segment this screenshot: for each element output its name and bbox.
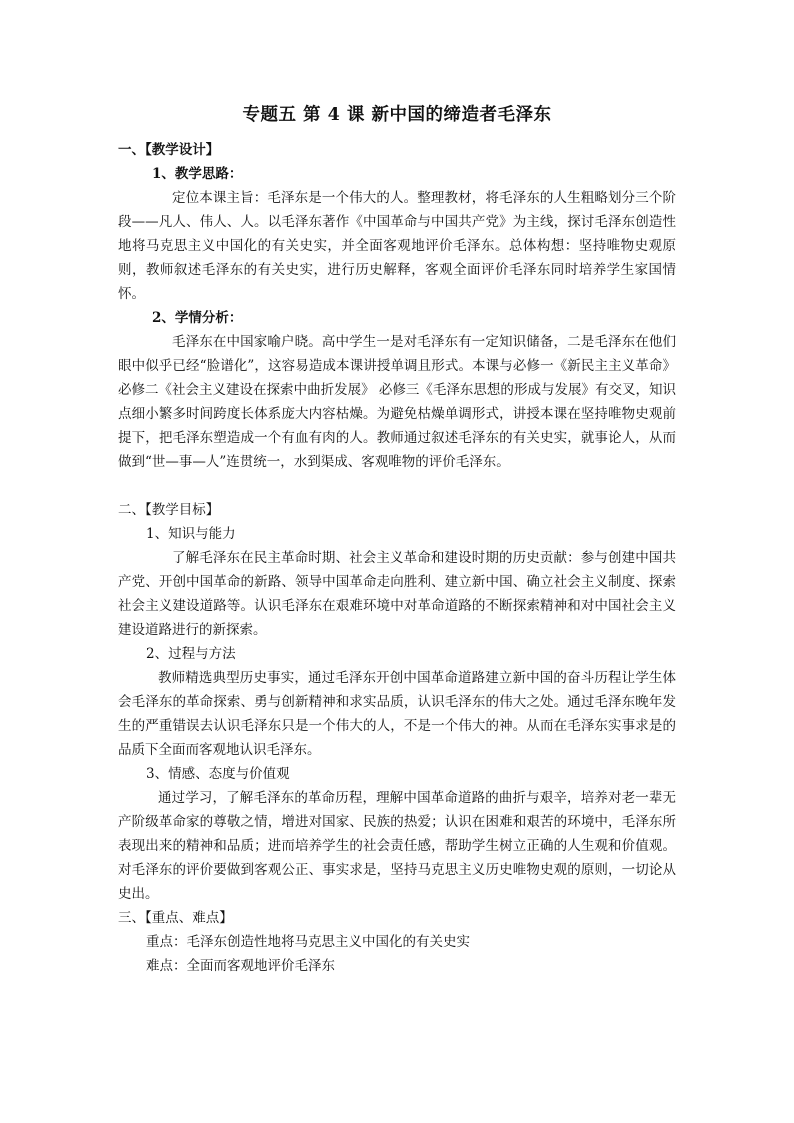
section-heading-teaching-goals: 二、【教学目标】 [118,502,220,518]
subheading-student-analysis: 2、学情分析： [152,310,243,326]
key-point-line: 重点：毛泽东创造性地将马克思主义中国化的有关史实 [146,934,470,950]
subheading-process-method: 2、过程与方法 [146,646,236,662]
paragraph-emotion-values: 通过学习，了解毛泽东的革命历程，理解中国革命道路的曲折与艰辛，培养对老一辈无产阶级革命家的尊敬之情，增进对国家、民族的热爱；认识在困难和艰苦的环境中，毛泽东所表现出来的精神和品质；进而培养学生的社会责任感，帮助学生树立正确的人生观和价值观。对毛泽东的评价要做到客观公正、事实求是，坚持马克思主义历史唯物史观的原则，一切论从史出。 [118,790,676,902]
subheading-knowledge-ability: 1、知识与能力 [146,526,236,542]
document-page [118,102,676,978]
section-heading-key-difficult: 三、【重点、难点】 [118,910,233,926]
paragraph-teaching-idea: 定位本课主旨：毛泽东是一个伟大的人。整理教材，将毛泽东的人生粗略划分三个阶段——凡人、伟人、人。以毛泽东著作《中国革命与中国共产党》为主线，探讨毛泽东创造性地将马克思主义中国化的有关史实，并全面客观地评价毛泽东。总体构想：坚持唯物史观原则，教师叙述毛泽东的有关史实，进行历史解释，客观全面评价毛泽东同时培养学生家国情怀。 [118,190,676,302]
subheading-teaching-idea: 1、教学思路： [152,166,243,182]
difficult-point-line: 难点：全面而客观地评价毛泽东 [146,958,335,974]
paragraph-process-method: 教师精选典型历史事实，通过毛泽东开创中国革命道路建立新中国的奋斗历程让学生体会毛泽东的革命探索、勇与创新精神和求实品质，认识毛泽东的伟大之处。通过毛泽东晚年发生的严重错误去认识毛泽东只是一个伟大的人，不是一个伟大的神。从而在毛泽东实事求是的品质下全面而客观地认识毛泽东。 [118,670,676,758]
subheading-emotion-values: 3、情感、态度与价值观 [146,766,290,782]
section-heading-teaching-design: 一、【教学设计】 [118,142,220,158]
section-spacer [118,474,676,498]
document-title: 专题五 第 4 课 新中国的缔造者毛泽东 [242,105,552,125]
paragraph-knowledge-ability: 了解毛泽东在民主革命时期、社会主义革命和建设时期的历史贡献：参与创建中国共产党、开创中国革命的新路、领导中国革命走向胜利、建立新中国、确立社会主义制度、探索社会主义建设道路等。认识毛泽东在艰难环境中对革命道路的不断探索精神和对中国社会主义建设道路进行的新探索。 [118,550,676,638]
paragraph-student-analysis: 毛泽东在中国家喻户晓。高中学生一是对毛泽东有一定知识储备，二是毛泽东在他们眼中似乎已经“脸谱化”，这容易造成本课讲授单调且形式。本课与必修一《新民主主义革命》 必修二《社会主义建设在探索中曲折发展》 必修三《毛泽东思想的形成与发展》有交叉，知识点细小繁多时间跨度长体系庞大内容枯燥。为避免枯燥单调形式，讲授本课在坚持唯物史观前提下，把毛泽东塑造成一个有血有肉的人。教师通过叙述毛泽东的有关史实，就事论人，从而做到“世—事—人”连贯统一，水到渠成、客观唯物的评价毛泽东。 [118,334,676,470]
